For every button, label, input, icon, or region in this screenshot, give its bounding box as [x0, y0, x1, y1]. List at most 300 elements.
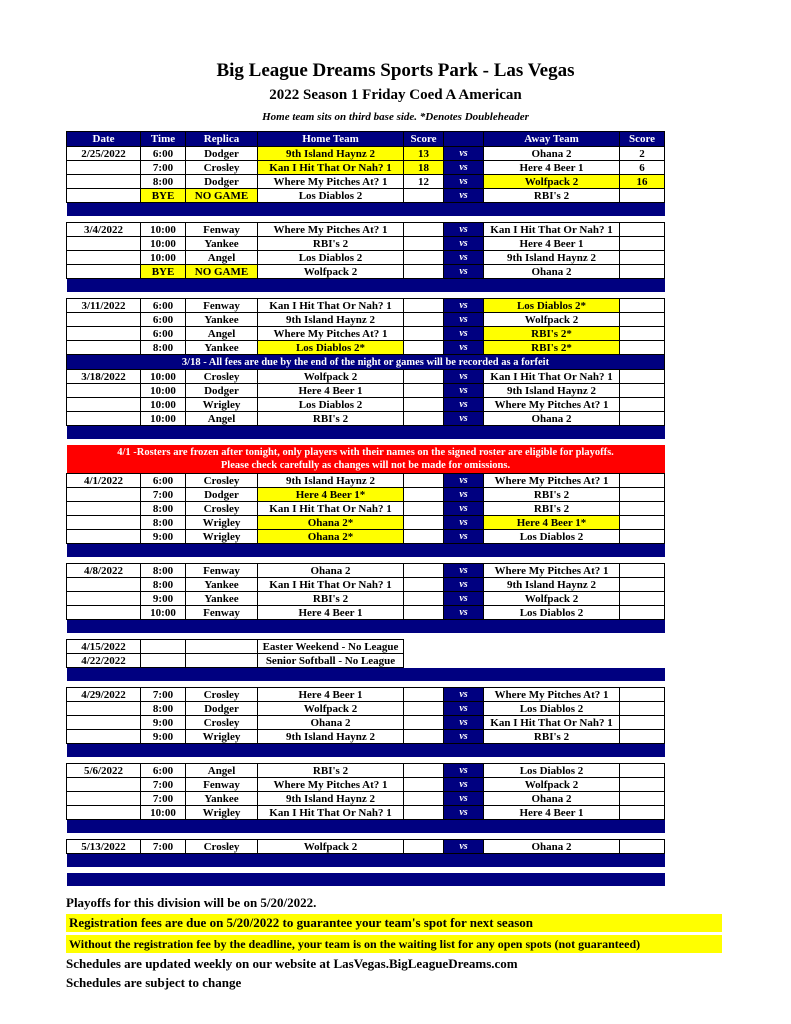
away-score-cell — [620, 474, 665, 488]
home-team-cell: Here 4 Beer 1 — [258, 688, 404, 702]
waitlist-note: Without the registration fee by the deadline, your team is on the waiting list for any open spots (not guaranteed) — [66, 935, 722, 953]
away-team-cell: Los Diablos 2 — [484, 606, 620, 620]
away-score-cell — [620, 840, 665, 854]
game-row — [67, 474, 665, 488]
away-score-cell — [620, 530, 665, 544]
time-cell: 8:00 — [141, 175, 186, 189]
home-team-cell: Ohana 2* — [258, 516, 404, 530]
home-score-cell — [404, 716, 444, 730]
away-score-cell — [620, 223, 665, 237]
vs-cell: vs — [444, 265, 484, 279]
vs-cell: vs — [444, 730, 484, 744]
home-team-cell: RBI's 2 — [258, 237, 404, 251]
away-score-cell — [620, 237, 665, 251]
away-score-cell — [620, 313, 665, 327]
replica-cell: Dodger — [186, 384, 258, 398]
away-team-cell: Ohana 2 — [484, 412, 620, 426]
home-score-cell — [404, 806, 444, 820]
home-team-cell: Los Diablos 2 — [258, 189, 404, 203]
away-score-cell — [620, 488, 665, 502]
time-cell: 10:00 — [141, 223, 186, 237]
vs-cell: vs — [444, 688, 484, 702]
sep-row — [67, 854, 665, 868]
replica-cell: Fenway — [186, 778, 258, 792]
away-score-cell — [620, 265, 665, 279]
home-team-cell: RBI's 2 — [258, 592, 404, 606]
section-divider — [67, 854, 665, 868]
vs-cell: vs — [444, 592, 484, 606]
date-cell — [67, 251, 141, 265]
date-cell — [67, 398, 141, 412]
game-row — [67, 502, 665, 516]
replica-cell: Angel — [186, 412, 258, 426]
home-team-cell: Los Diablos 2 — [258, 398, 404, 412]
home-score-cell — [404, 223, 444, 237]
replica-cell: NO GAME — [186, 189, 258, 203]
home-score-cell — [404, 592, 444, 606]
home-score-cell — [404, 299, 444, 313]
home-team-cell: Here 4 Beer 1 — [258, 384, 404, 398]
time-cell: BYE — [141, 265, 186, 279]
game-row — [67, 251, 665, 265]
away-score-cell — [620, 384, 665, 398]
home-team-cell: Where My Pitches At? 1 — [258, 175, 404, 189]
home-team-cell: Here 4 Beer 1* — [258, 488, 404, 502]
away-team-cell: Los Diablos 2 — [484, 764, 620, 778]
away-score-cell — [620, 792, 665, 806]
away-score-cell — [620, 412, 665, 426]
section-divider — [67, 426, 665, 440]
replica-cell: Yankee — [186, 792, 258, 806]
home-score-cell: 18 — [404, 161, 444, 175]
replica-cell: Yankee — [186, 237, 258, 251]
away-team-cell: Where My Pitches At? 1 — [484, 688, 620, 702]
away-team-cell: Kan I Hit That Or Nah? 1 — [484, 223, 620, 237]
away-score-cell — [620, 398, 665, 412]
home-score-cell — [404, 384, 444, 398]
game-row — [67, 730, 665, 744]
away-team-cell: Where My Pitches At? 1 — [484, 398, 620, 412]
table-header-row — [67, 132, 665, 147]
home-team-cell: 9th Island Haynz 2 — [258, 792, 404, 806]
date-cell: 4/22/2022 — [67, 654, 141, 668]
home-team-cell: Kan I Hit That Or Nah? 1 — [258, 578, 404, 592]
time-cell: 10:00 — [141, 398, 186, 412]
vs-cell: vs — [444, 516, 484, 530]
away-score-cell: 2 — [620, 147, 665, 161]
home-team-cell: Los Diablos 2* — [258, 341, 404, 355]
date-cell: 3/18/2022 — [67, 370, 141, 384]
time-cell: 9:00 — [141, 530, 186, 544]
date-cell — [67, 189, 141, 203]
column-header: Time — [141, 132, 186, 147]
away-team-cell: 9th Island Haynz 2 — [484, 251, 620, 265]
vs-cell: vs — [444, 175, 484, 189]
date-cell — [67, 806, 141, 820]
game-row — [67, 265, 665, 279]
away-score-cell: 16 — [620, 175, 665, 189]
replica-cell: Fenway — [186, 606, 258, 620]
empty-cell — [404, 654, 665, 668]
column-header: Score — [404, 132, 444, 147]
home-score-cell — [404, 251, 444, 265]
vs-cell: vs — [444, 488, 484, 502]
away-score-cell — [620, 189, 665, 203]
vs-cell: vs — [444, 578, 484, 592]
schedule-table — [66, 131, 665, 886]
away-team-cell: Wolfpack 2 — [484, 175, 620, 189]
away-team-cell: Wolfpack 2 — [484, 592, 620, 606]
vs-cell: vs — [444, 161, 484, 175]
vs-cell: vs — [444, 806, 484, 820]
replica-cell: Angel — [186, 764, 258, 778]
date-cell — [67, 578, 141, 592]
away-team-cell: Here 4 Beer 1* — [484, 516, 620, 530]
replica-cell: Dodger — [186, 175, 258, 189]
home-team-note: Home team sits on third base side. *Denotes Doubleheader — [262, 111, 529, 123]
game-row — [67, 564, 665, 578]
replica-cell: Wrigley — [186, 398, 258, 412]
time-cell: 7:00 — [141, 840, 186, 854]
home-score-cell — [404, 606, 444, 620]
away-score-cell — [620, 341, 665, 355]
away-team-cell: Wolfpack 2 — [484, 778, 620, 792]
time-cell: 6:00 — [141, 313, 186, 327]
column-header: Away Team — [484, 132, 620, 147]
away-score-cell — [620, 764, 665, 778]
section-divider — [67, 544, 665, 558]
sep-row — [67, 203, 665, 217]
replica-cell: Angel — [186, 251, 258, 265]
website-note: Schedules are updated weekly on our website at LasVegas.BigLeagueDreams.com — [66, 956, 518, 971]
date-cell — [67, 502, 141, 516]
home-score-cell — [404, 412, 444, 426]
section-divider — [67, 279, 665, 293]
game-row — [67, 327, 665, 341]
away-team-cell: RBI's 2 — [484, 730, 620, 744]
away-score-cell — [620, 688, 665, 702]
date-cell — [67, 327, 141, 341]
away-team-cell: Here 4 Beer 1 — [484, 806, 620, 820]
game-row — [67, 702, 665, 716]
away-score-cell — [620, 606, 665, 620]
game-row — [67, 147, 665, 161]
home-score-cell — [404, 778, 444, 792]
home-team-cell: Wolfpack 2 — [258, 370, 404, 384]
time-cell: 7:00 — [141, 778, 186, 792]
home-score-cell — [404, 502, 444, 516]
time-cell: 9:00 — [141, 730, 186, 744]
away-score-cell — [620, 299, 665, 313]
vs-cell: vs — [444, 237, 484, 251]
away-score-cell — [620, 251, 665, 265]
game-row — [67, 778, 665, 792]
replica-cell: Wrigley — [186, 530, 258, 544]
vs-cell: vs — [444, 299, 484, 313]
vs-cell: vs — [444, 840, 484, 854]
sep-row — [67, 620, 665, 634]
date-cell — [67, 516, 141, 530]
away-score-cell — [620, 778, 665, 792]
game-row — [67, 313, 665, 327]
vs-cell: vs — [444, 412, 484, 426]
away-team-cell: Kan I Hit That Or Nah? 1 — [484, 370, 620, 384]
date-cell — [67, 384, 141, 398]
time-cell: 8:00 — [141, 564, 186, 578]
fees-due-banner: 3/18 - All fees are due by the end of the night or games will be recorded as a forfeit — [67, 355, 665, 370]
game-row — [67, 840, 665, 854]
home-score-cell — [404, 764, 444, 778]
sep-row — [67, 820, 665, 834]
game-row — [67, 175, 665, 189]
time-cell — [141, 640, 186, 654]
section-divider — [67, 744, 665, 758]
time-cell: 10:00 — [141, 251, 186, 265]
replica-cell: Crosley — [186, 716, 258, 730]
date-cell — [67, 606, 141, 620]
home-team-cell: 9th Island Haynz 2 — [258, 313, 404, 327]
game-row — [67, 488, 665, 502]
replica-cell: Yankee — [186, 341, 258, 355]
vs-cell: vs — [444, 341, 484, 355]
home-team-cell: RBI's 2 — [258, 412, 404, 426]
playoffs-note: Playoffs for this division will be on 5/20/2022. — [66, 895, 317, 910]
date-cell: 4/8/2022 — [67, 564, 141, 578]
subject-to-change-note: Schedules are subject to change — [66, 975, 242, 990]
vs-cell: vs — [444, 502, 484, 516]
vs-cell: vs — [444, 792, 484, 806]
replica-cell: Yankee — [186, 313, 258, 327]
away-score-cell — [620, 730, 665, 744]
away-score-cell — [620, 592, 665, 606]
vs-cell: vs — [444, 327, 484, 341]
away-score-cell — [620, 327, 665, 341]
game-row — [67, 398, 665, 412]
away-team-cell: RBI's 2 — [484, 502, 620, 516]
away-team-cell: RBI's 2* — [484, 327, 620, 341]
away-score-cell — [620, 516, 665, 530]
replica-cell: Angel — [186, 327, 258, 341]
game-row — [67, 412, 665, 426]
sep-row — [67, 544, 665, 558]
date-cell: 5/13/2022 — [67, 840, 141, 854]
time-cell: 9:00 — [141, 716, 186, 730]
time-cell: 6:00 — [141, 299, 186, 313]
date-cell: 3/4/2022 — [67, 223, 141, 237]
away-team-cell: Los Diablos 2* — [484, 299, 620, 313]
date-cell — [67, 237, 141, 251]
game-row — [67, 606, 665, 620]
game-row — [67, 530, 665, 544]
home-team-cell: Ohana 2 — [258, 716, 404, 730]
away-team-cell: Ohana 2 — [484, 792, 620, 806]
home-team-cell: Los Diablos 2 — [258, 251, 404, 265]
home-score-cell — [404, 313, 444, 327]
away-score-cell — [620, 564, 665, 578]
vs-cell: vs — [444, 398, 484, 412]
away-team-cell: Kan I Hit That Or Nah? 1 — [484, 716, 620, 730]
home-score-cell — [404, 840, 444, 854]
away-score-cell — [620, 806, 665, 820]
home-score-cell — [404, 474, 444, 488]
game-row — [67, 161, 665, 175]
empty-cell — [404, 640, 665, 654]
column-header: Score — [620, 132, 665, 147]
home-score-cell — [404, 564, 444, 578]
date-cell — [67, 265, 141, 279]
vs-cell: vs — [444, 251, 484, 265]
time-cell: 7:00 — [141, 792, 186, 806]
column-header: Date — [67, 132, 141, 147]
time-cell: 10:00 — [141, 806, 186, 820]
date-cell — [67, 530, 141, 544]
time-cell: 10:00 — [141, 370, 186, 384]
home-score-cell — [404, 792, 444, 806]
home-team-cell: Wolfpack 2 — [258, 265, 404, 279]
vs-cell: vs — [444, 530, 484, 544]
home-team-cell: Kan I Hit That Or Nah? 1 — [258, 806, 404, 820]
home-score-cell — [404, 516, 444, 530]
section-divider — [67, 620, 665, 634]
away-score-cell — [620, 716, 665, 730]
vs-cell: vs — [444, 606, 484, 620]
away-team-cell: Where My Pitches At? 1 — [484, 564, 620, 578]
time-cell: 8:00 — [141, 341, 186, 355]
replica-cell — [186, 654, 258, 668]
time-cell: 9:00 — [141, 592, 186, 606]
away-score-cell — [620, 702, 665, 716]
date-cell — [67, 778, 141, 792]
away-score-cell — [620, 578, 665, 592]
column-header: Home Team — [258, 132, 404, 147]
time-cell: 8:00 — [141, 578, 186, 592]
game-row — [67, 237, 665, 251]
replica-cell: Wrigley — [186, 516, 258, 530]
home-team-cell: 9th Island Haynz 2 — [258, 147, 404, 161]
away-team-cell: Here 4 Beer 1 — [484, 237, 620, 251]
home-team-cell: Where My Pitches At? 1 — [258, 778, 404, 792]
home-team-cell: Here 4 Beer 1 — [258, 606, 404, 620]
vs-cell: vs — [444, 778, 484, 792]
sep-row — [67, 873, 665, 886]
home-score-cell — [404, 702, 444, 716]
home-team-cell: Wolfpack 2 — [258, 840, 404, 854]
home-score-cell: 12 — [404, 175, 444, 189]
registration-note: Registration fees are due on 5/20/2022 to guarantee your team's spot for next season — [66, 914, 722, 932]
time-cell: 6:00 — [141, 474, 186, 488]
away-score-cell: 6 — [620, 161, 665, 175]
footer — [66, 895, 722, 991]
home-score-cell — [404, 265, 444, 279]
no-league-event-cell: Senior Softball - No League — [258, 654, 404, 668]
vs-cell: vs — [444, 384, 484, 398]
away-team-cell: Here 4 Beer 1 — [484, 161, 620, 175]
game-row — [67, 688, 665, 702]
replica-cell: Crosley — [186, 840, 258, 854]
sep-row — [67, 744, 665, 758]
time-cell: 10:00 — [141, 412, 186, 426]
vs-cell: vs — [444, 313, 484, 327]
date-cell — [67, 716, 141, 730]
time-cell: BYE — [141, 189, 186, 203]
roster-freeze-line: Please check carefully as changes will not be made for omissions. — [220, 460, 511, 471]
game-row — [67, 578, 665, 592]
date-cell — [67, 175, 141, 189]
home-score-cell — [404, 530, 444, 544]
home-team-cell: Kan I Hit That Or Nah? 1 — [258, 161, 404, 175]
vs-cell: vs — [444, 223, 484, 237]
vs-cell: vs — [444, 716, 484, 730]
away-team-cell: Los Diablos 2 — [484, 702, 620, 716]
away-score-cell — [620, 502, 665, 516]
replica-cell: NO GAME — [186, 265, 258, 279]
replica-cell: Crosley — [186, 370, 258, 384]
date-cell — [67, 161, 141, 175]
home-score-cell — [404, 578, 444, 592]
home-team-cell: 9th Island Haynz 2 — [258, 730, 404, 744]
date-cell: 4/15/2022 — [67, 640, 141, 654]
section-divider — [67, 820, 665, 834]
date-cell — [67, 412, 141, 426]
game-row — [67, 516, 665, 530]
time-cell: 10:00 — [141, 606, 186, 620]
date-cell: 2/25/2022 — [67, 147, 141, 161]
replica-cell: Dodger — [186, 147, 258, 161]
date-cell — [67, 313, 141, 327]
home-team-cell: Kan I Hit That Or Nah? 1 — [258, 502, 404, 516]
redbanner-row — [67, 445, 665, 474]
game-row — [67, 792, 665, 806]
home-team-cell: Wolfpack 2 — [258, 702, 404, 716]
away-team-cell: 9th Island Haynz 2 — [484, 578, 620, 592]
no-league-event-cell: Easter Weekend - No League — [258, 640, 404, 654]
game-row — [67, 370, 665, 384]
game-row — [67, 341, 665, 355]
replica-cell: Crosley — [186, 502, 258, 516]
replica-cell: Crosley — [186, 474, 258, 488]
game-row — [67, 806, 665, 820]
game-row — [67, 189, 665, 203]
time-cell — [141, 654, 186, 668]
away-team-cell: Ohana 2 — [484, 147, 620, 161]
away-team-cell: Ohana 2 — [484, 840, 620, 854]
game-row — [67, 223, 665, 237]
away-team-cell: Ohana 2 — [484, 265, 620, 279]
replica-cell: Wrigley — [186, 730, 258, 744]
time-cell: 7:00 — [141, 688, 186, 702]
home-score-cell: 13 — [404, 147, 444, 161]
home-score-cell — [404, 189, 444, 203]
away-team-cell: Where My Pitches At? 1 — [484, 474, 620, 488]
noleague-row — [67, 640, 665, 654]
section-divider — [67, 668, 665, 682]
date-cell — [67, 341, 141, 355]
home-team-cell: RBI's 2 — [258, 764, 404, 778]
date-cell — [67, 730, 141, 744]
roster-freeze-line: 4/1 -Rosters are frozen after tonight, only players with their names on the signed roster are eligible for playoffs. — [117, 447, 614, 458]
replica-cell: Dodger — [186, 702, 258, 716]
date-cell — [67, 592, 141, 606]
section-divider — [67, 203, 665, 217]
sep-row — [67, 668, 665, 682]
noleague-row — [67, 654, 665, 668]
away-score-cell — [620, 370, 665, 384]
time-cell: 10:00 — [141, 237, 186, 251]
vs-cell: vs — [444, 764, 484, 778]
banner-row — [67, 355, 665, 370]
roster-freeze-banner — [67, 445, 665, 474]
game-row — [67, 592, 665, 606]
